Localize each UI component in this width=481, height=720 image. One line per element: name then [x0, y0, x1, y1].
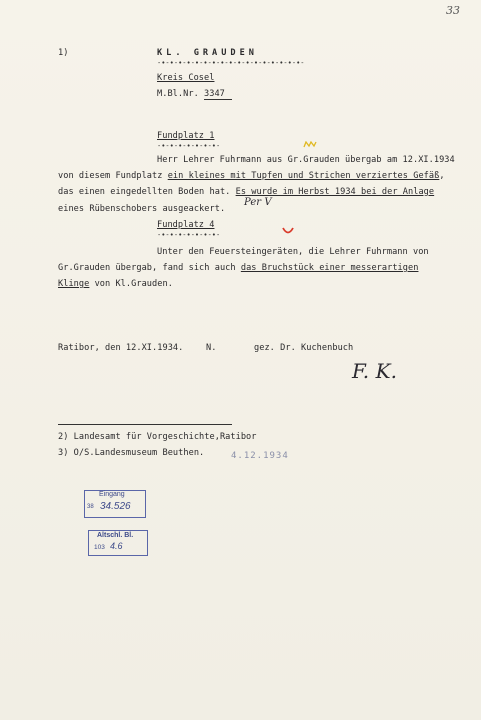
district: Kreis Cosel: [157, 73, 215, 83]
eingang-stamp-prefix: 38: [87, 504, 94, 510]
site1-line2: [58, 171, 445, 181]
site1-line2-b: ein kleines mit Tupfen und Strichen verziertes Gefäß: [167, 171, 440, 181]
eingang-stamp-title: Eingang: [99, 491, 125, 498]
distribution-item-3: 3) O/S.Landesmuseum Beuthen.: [58, 448, 205, 458]
site4-line2-b: das Bruchstück einer messerartigen: [240, 263, 419, 273]
place-date: Ratibor, den 12.XI.1934.: [58, 343, 184, 353]
site1-line2-c: ,: [439, 171, 445, 181]
signed-by: gez. Dr. Kuchenbuch: [254, 343, 354, 353]
site1-handwritten-note: Per V: [244, 197, 272, 208]
site4-line3-b: von Kl.Grauden.: [89, 279, 173, 289]
eingang-stamp-number: 34.526: [100, 501, 131, 512]
site4-line1: Unter den Feuersteingeräten, die Lehrer Fuhrmann von: [157, 247, 429, 257]
site1-line3: [58, 187, 434, 197]
site4-heading: Fundplatz 4: [157, 220, 215, 230]
site1-line4: eines Rübenschobers ausgeackert.: [58, 204, 226, 214]
yellow-crown-mark: [303, 141, 317, 149]
altschl-stamp-number: 4.6: [110, 541, 123, 551]
map-reference-text: M.Bl.Nr. 3347: [157, 89, 225, 99]
site4-line2: [58, 263, 418, 273]
title-underline: -•-•-•-•-•-•-•-•-•-•-•-•-•-•-•-•-•-: [157, 59, 305, 67]
site1-line1: Herr Lehrer Fuhrmann aus Gr.Grauden übergab am 12.XI.1934: [157, 155, 455, 165]
place-title: KL. GRAUDEN: [157, 48, 258, 58]
altschl-stamp-title: Altschl. Bl.: [97, 532, 134, 539]
site4-line3-a: Klinge: [58, 279, 90, 289]
pencil-date: 4.12.1934: [231, 451, 289, 461]
map-reference: [157, 89, 225, 99]
site1-heading: Fundplatz 1: [157, 131, 215, 141]
site4-line3: [58, 279, 173, 289]
site1-line3-a: das einen eingedellten Boden hat.: [58, 187, 236, 197]
page-number: 33: [446, 4, 461, 17]
altschl-stamp-prefix: 103: [94, 544, 105, 551]
site1-line3-b: Es wurde im Herbst 1934 bei der Anlage: [235, 187, 435, 197]
initial: N.: [206, 343, 217, 353]
site1-heading-dashes: -•-•-•-•-•-•-•-: [157, 142, 221, 150]
handwritten-initials: F. K.: [352, 359, 398, 383]
distribution-rule: [58, 424, 232, 425]
site4-heading-dashes: -•-•-•-•-•-•-•-: [157, 231, 221, 239]
site1-line2-a: von diesem Fundplatz: [58, 171, 168, 181]
item-number: 1): [58, 48, 69, 58]
red-check-mark: [282, 226, 294, 236]
distribution-item-2: 2) Landesamt für Vorgeschichte,Ratibor: [58, 432, 257, 442]
site4-line2-a: Gr.Grauden übergab, fand sich auch: [58, 263, 241, 273]
map-number-underline: [204, 99, 232, 100]
